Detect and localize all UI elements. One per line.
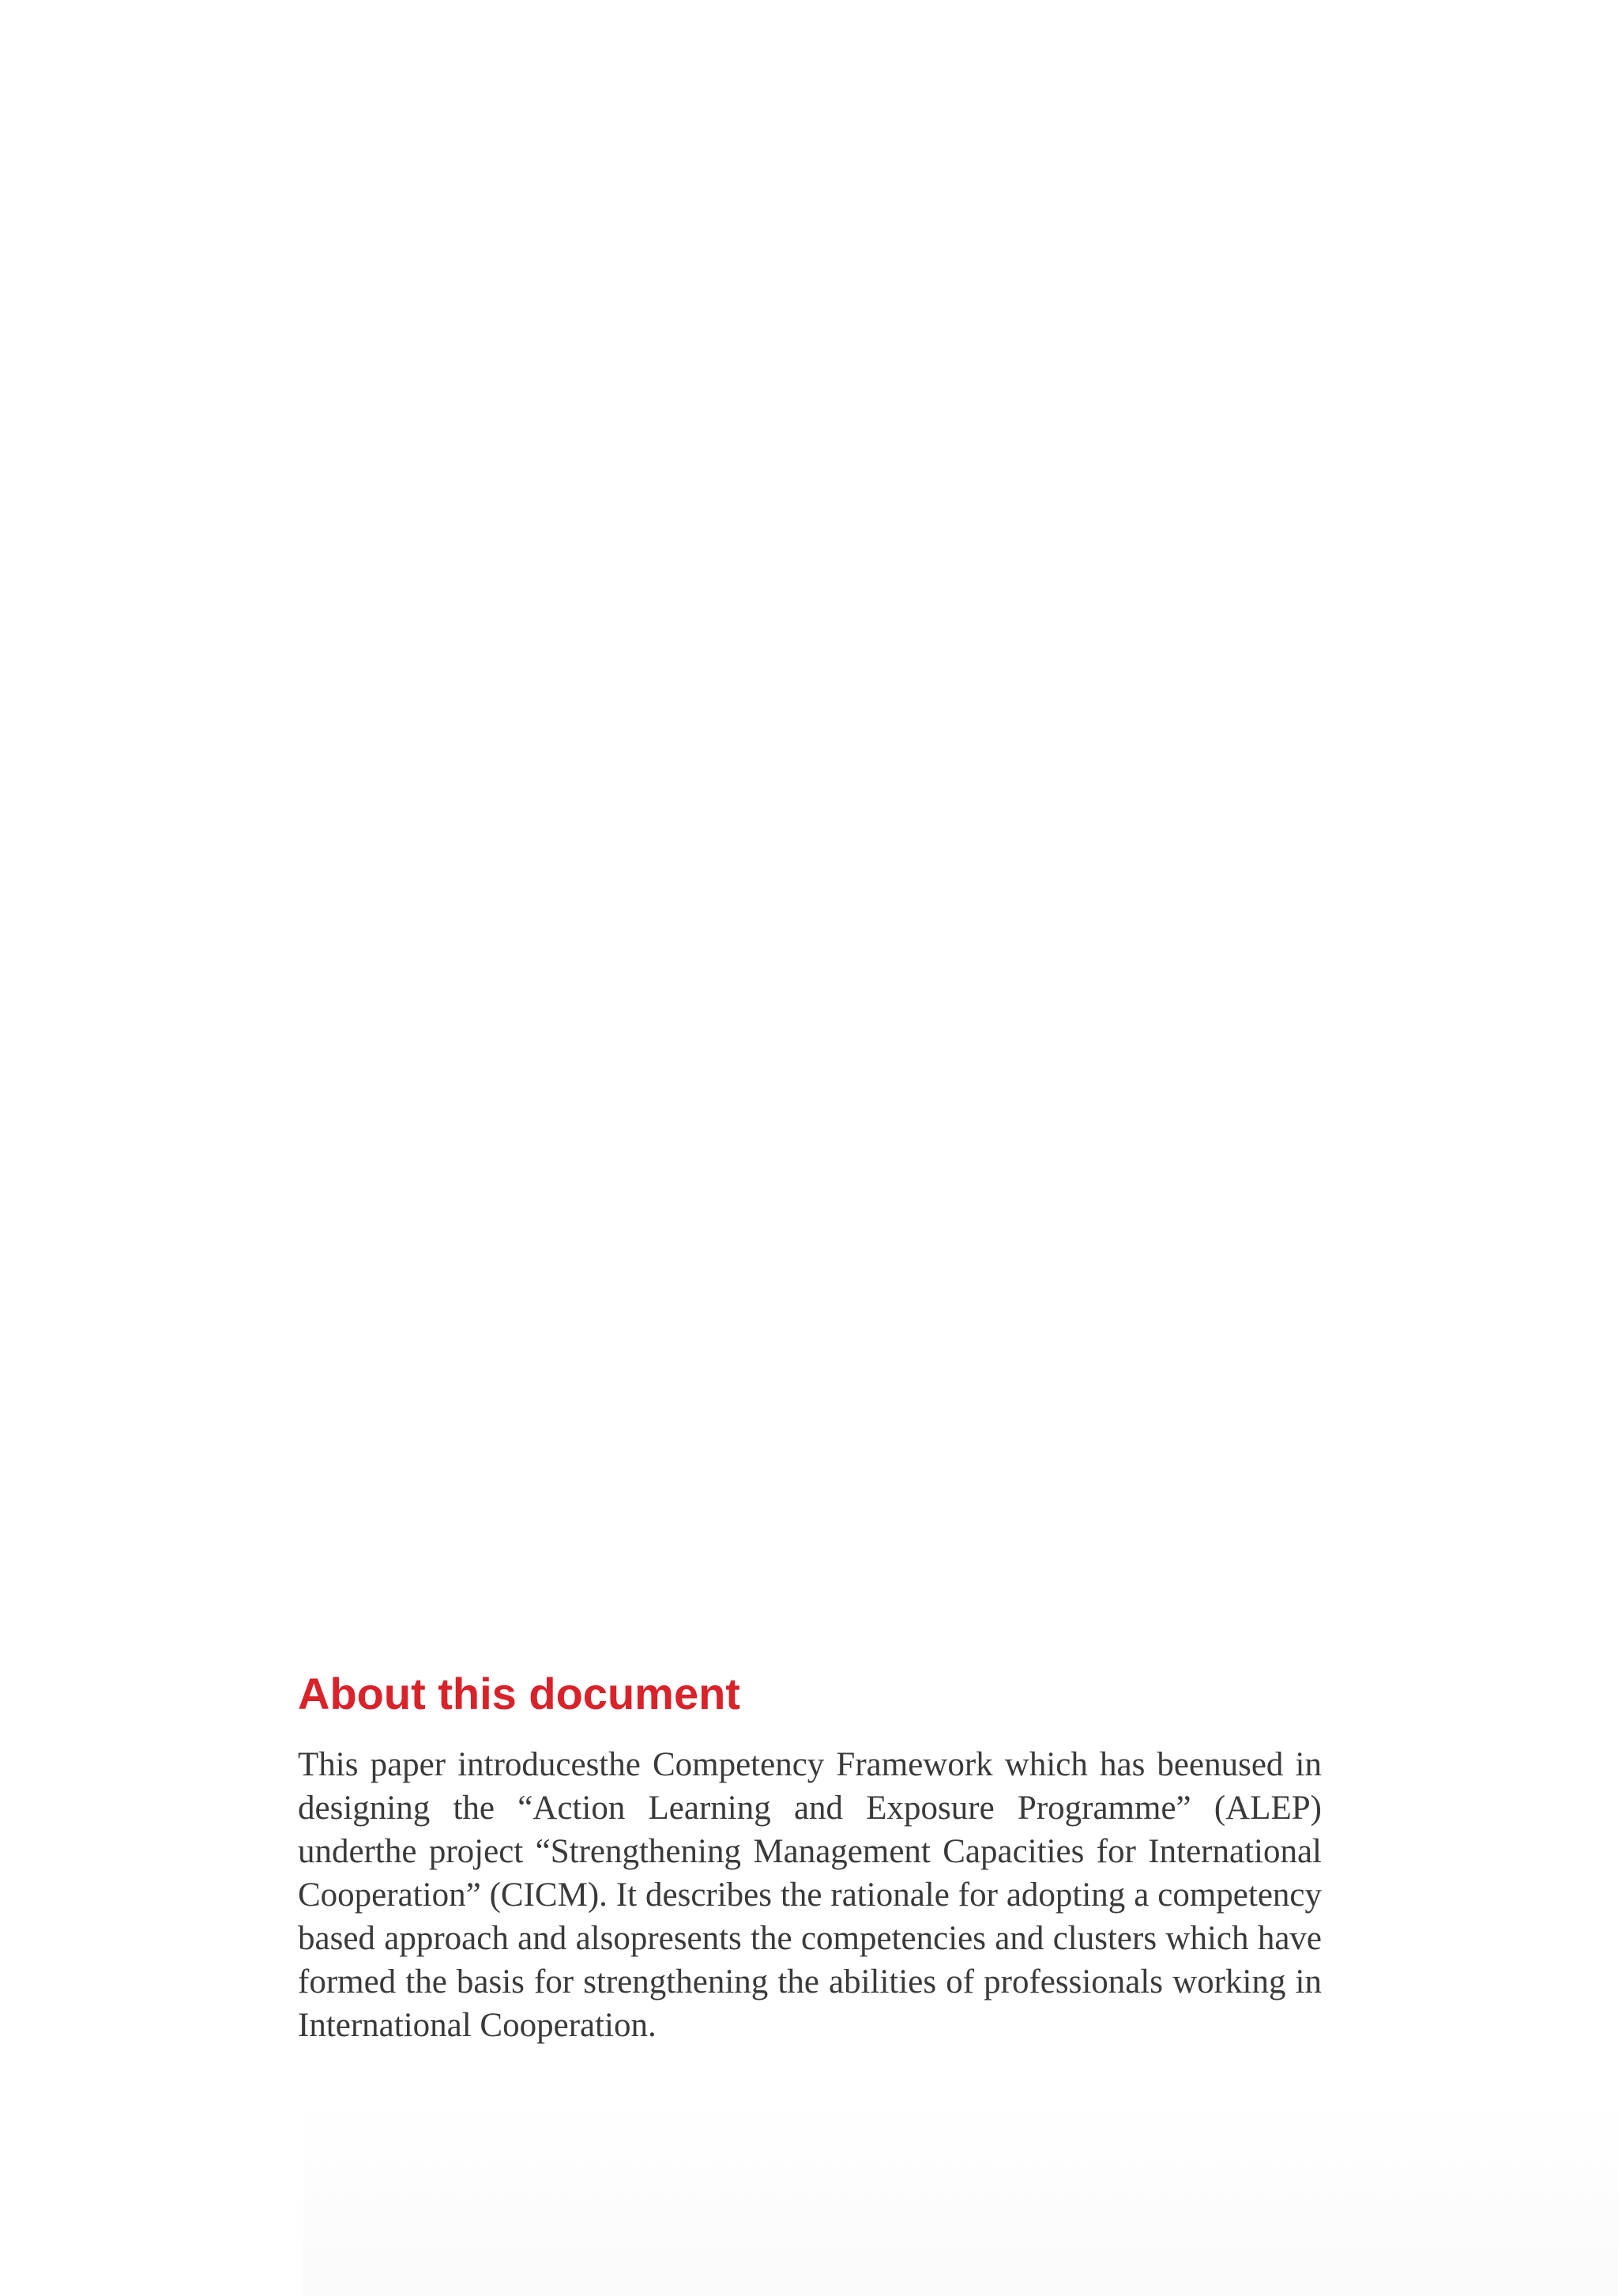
section-heading: About this document [298,1669,740,1718]
background-panel [303,2102,1618,2296]
section-body-text: This paper introducesthe Competency Framework which has beenused in designing the “Action Learning and Exposure Programme” (ALEP) underthe project “Strengthening Management Capacities for International Cooperation” (CICM). It describes the rationale for adopting a competency based approach and alsopresents the competencies and clusters which have formed the basis for strengthening the abilities of professionals working in International Cooperation. [298,1746,1322,2044]
about-section [298,1666,1322,2047]
